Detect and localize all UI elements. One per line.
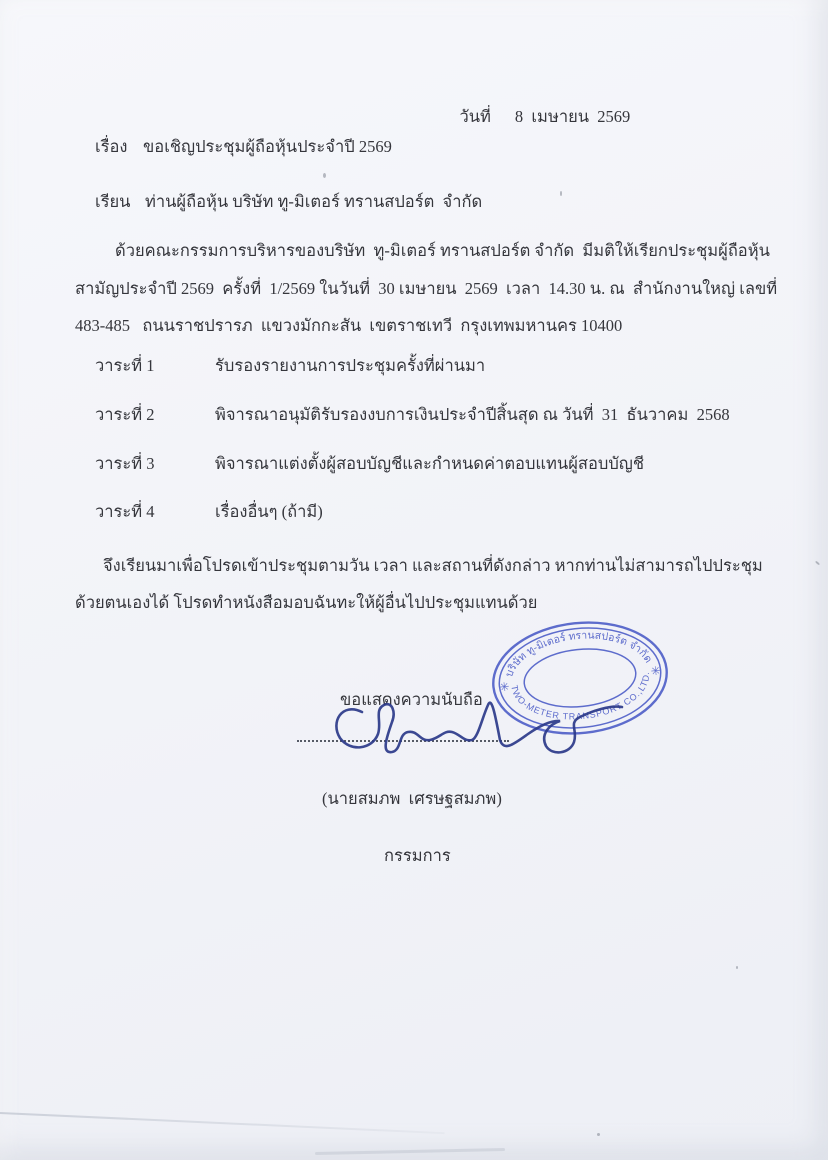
signer-name: (นายสมภพ เศรษฐสมภพ)	[322, 789, 502, 808]
agenda-label: วาระที่ 2	[95, 405, 155, 424]
date-label: วันที่	[459, 107, 491, 126]
paper-crease	[0, 1112, 445, 1134]
salutation-label: เรียน	[95, 192, 131, 211]
closing-line: จึงเรียนมาเพื่อโปรดเข้าประชุมตามวัน เวลา และสถานที่ดังกล่าว หากท่านไม่สามารถไปประชุม	[103, 556, 763, 575]
scan-speck	[736, 966, 738, 969]
agenda-text: พิจารณาแต่งตั้งผู้สอบบัญชีและกำหนดค่าตอบแทนผู้สอบบัญชี	[215, 454, 645, 473]
paper-crease	[315, 1148, 505, 1155]
agenda-text: เรื่องอื่นๆ (ถ้ามี)	[215, 502, 323, 521]
stamp-english-text: TWO-METER TRANSPORT CO.,LTD.	[509, 671, 652, 722]
stamp-thai-text: บริษัท ทู-มิเตอร์ ทรานสปอร์ต จำกัด	[503, 629, 655, 679]
agenda-label: วาระที่ 4	[95, 502, 155, 521]
agenda-label: วาระที่ 3	[95, 454, 155, 473]
respect-line: ขอแสดงความนับถือ	[340, 690, 483, 709]
closing-line: ด้วยตนเองได้ โปรดทำหนังสือมอบฉันทะให้ผู้อื่นไปประชุมแทนด้วย	[75, 593, 538, 612]
scan-speck	[560, 191, 562, 196]
stamp-star-left-icon: ✳	[498, 679, 511, 695]
handwritten-signature	[328, 690, 630, 766]
salutation-text: ท่านผู้ถือหุ้น บริษัท ทู-มิเตอร์ ทรานสปอร์ต จำกัด	[145, 192, 483, 211]
scan-speck	[815, 561, 820, 566]
subject-text: ขอเชิญประชุมผู้ถือหุ้นประจำปี 2569	[143, 137, 392, 156]
body-line: 483-485 ถนนราชปรารภ แขวงมักกะสัน เขตราชเทวี กรุงเทพมหานคร 10400	[75, 316, 623, 335]
signer-title: กรรมการ	[384, 846, 451, 865]
stamp-star-right-icon: ✳	[649, 663, 662, 679]
agenda-text: พิจารณาอนุมัติรับรองงบการเงินประจำปีสิ้นสุด ณ วันที่ 31 ธันวาคม 2568	[215, 405, 730, 424]
scan-speck	[597, 1133, 600, 1136]
scan-speck	[323, 173, 326, 178]
agenda-label: วาระที่ 1	[95, 356, 155, 375]
agenda-text: รับรองรายงานการประชุมครั้งที่ผ่านมา	[215, 356, 486, 375]
letter-date	[443, 84, 630, 150]
date-value: 8 เมษายน 2569	[514, 107, 631, 126]
subject-label: เรื่อง	[95, 137, 128, 156]
body-line: ด้วยคณะกรรมการบริหารของบริษัท ทู-มิเตอร์ ทรานสปอร์ต จำกัด มีมติให้เรียกประชุมผู้ถือหุ้น	[115, 241, 770, 260]
body-line: สามัญประจำปี 2569 ครั้งที่ 1/2569 ในวันที่ 30 เมษายน 2569 เวลา 14.30 น. ณ สำนักงานใหญ่ เลขที่	[75, 279, 778, 298]
signature-stroke	[336, 703, 622, 753]
